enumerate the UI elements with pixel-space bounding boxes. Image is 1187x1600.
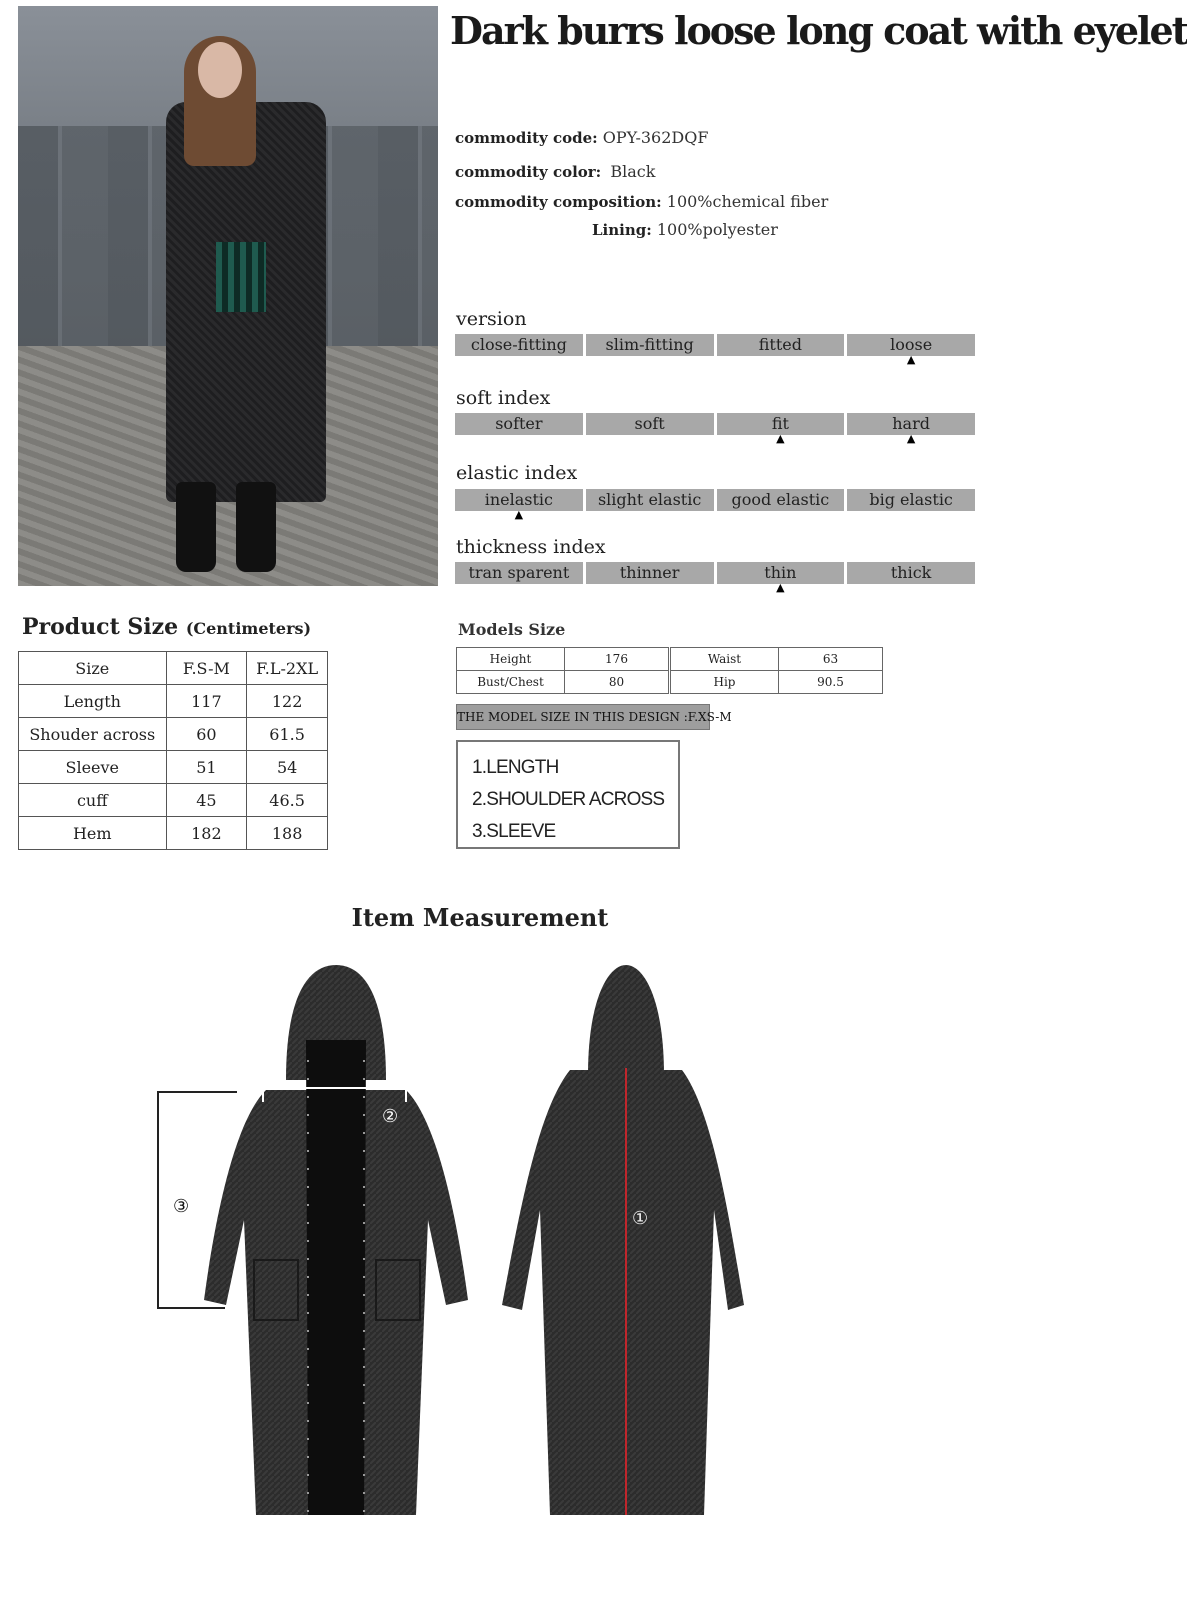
detail-code [455,128,708,147]
sleeve-measure-top [157,1091,237,1093]
table-cell: 51 [166,751,247,784]
table-cell: 90.5 [779,671,883,694]
soft-index-scale [455,413,975,435]
item-measurement-title: Item Measurement [351,903,609,932]
table-row [671,648,883,671]
elastic-index-option: big elastic [847,489,975,511]
coat-lining [306,1040,366,1515]
marker-length: ① [632,1208,649,1229]
sleeve-measure-bottom [157,1307,225,1309]
table-cell: 176 [565,648,669,671]
models-size-table-right [670,647,883,694]
table-cell: 122 [247,685,328,718]
detail-lining-value: 100%polyester [656,220,778,239]
marker-shoulder: ② [382,1106,399,1127]
version-label: version [456,308,527,330]
model-boot-right [236,482,276,572]
elastic-index-label: elastic index [456,462,578,484]
table-cell: 46.5 [247,784,328,817]
models-size-table-left [456,647,669,694]
thickness-index-option: tran sparent [455,562,583,584]
table-cell: 45 [166,784,247,817]
detail-color-value: Black [610,162,656,181]
table-row [19,685,328,718]
table-row [671,671,883,694]
thickness-index-option: thick [847,562,975,584]
version-option: close-fitting [455,334,583,356]
thickness-index-option: thinner [586,562,714,584]
product-size-table [18,651,328,850]
marker-sleeve: ③ [173,1196,190,1217]
thickness-index-scale [455,562,975,584]
detail-composition [455,192,828,211]
table-header-cell: Size [19,652,167,685]
legend-item-length: 1.LENGTH [472,757,559,778]
table-cell: Hem [19,817,167,850]
table-cell: Hip [671,671,779,694]
elastic-index-option: good elastic [717,489,845,511]
model-figure [166,42,276,572]
table-row [19,817,328,850]
table-cell: 182 [166,817,247,850]
table-row [457,671,669,694]
version-option: slim-fitting [586,334,714,356]
detail-lining [592,220,778,239]
table-cell: 188 [247,817,328,850]
product-title: Dark burrs loose long coat with eyelet [450,8,1187,53]
table-header-row [19,652,328,685]
version-option: fitted [717,334,845,356]
coat-back-body [502,1070,744,1515]
table-cell: Waist [671,648,779,671]
table-cell: Sleeve [19,751,167,784]
version-option: loose ▲ [847,334,975,356]
table-cell: 63 [779,648,883,671]
sleeve-measure-line [157,1091,159,1309]
detail-composition-label: commodity composition: [455,193,662,211]
shoulder-measure-tick-left [262,1074,264,1102]
model-photo [18,6,438,586]
table-cell: cuff [19,784,167,817]
table-cell: 117 [166,685,247,718]
elastic-index-option: inelastic ▲ [455,489,583,511]
table-cell: Length [19,685,167,718]
product-size-title [22,614,311,640]
soft-index-option: hard ▲ [847,413,975,435]
table-header-cell: F.L-2XL [247,652,328,685]
coat-back-hood [588,965,664,1075]
shoulder-measure-tick-right [405,1074,407,1102]
shoulder-measure-line [262,1087,407,1089]
table-cell: Shouder across [19,718,167,751]
thickness-index-label: thickness index [456,536,606,558]
legend-item-sleeve: 3.SLEEVE [472,821,556,842]
product-size-unit: (Centimeters) [185,619,312,638]
model-boot-left [176,482,216,572]
version-scale [455,334,975,356]
model-head [198,42,242,98]
measurement-legend [456,740,680,849]
legend-item-shoulder: 2.SHOULDER ACROSS [472,789,665,810]
soft-index-option: softer [455,413,583,435]
table-row [19,751,328,784]
table-row [457,648,669,671]
table-header-cell: F.S-M [166,652,247,685]
detail-color [455,162,655,181]
table-row [19,784,328,817]
detail-color-label: commodity color: [455,163,602,181]
table-cell: 61.5 [247,718,328,751]
coat-back-image [498,960,748,1520]
models-size-title: Models Size [458,620,566,639]
detail-code-value: OPY-362DQF [602,128,709,147]
model-size-note: THE MODEL SIZE IN THIS DESIGN :F.XS-M [456,704,710,730]
soft-index-option: fit ▲ [717,413,845,435]
detail-code-label: commodity code: [455,129,598,147]
coat-front-image [196,960,476,1520]
product-size-heading: Product Size [22,614,179,640]
soft-index-option: soft [586,413,714,435]
table-row [19,718,328,751]
soft-index-label: soft index [456,387,551,409]
table-cell: 60 [166,718,247,751]
model-skirt [216,242,266,312]
detail-composition-value: 100%chemical fiber [666,192,829,211]
elastic-index-scale [455,489,975,511]
table-cell: Bust/Chest [457,671,565,694]
table-cell: 54 [247,751,328,784]
thickness-index-option: thin ▲ [717,562,845,584]
elastic-index-option: slight elastic [586,489,714,511]
detail-lining-label: Lining: [592,221,652,239]
table-cell: Height [457,648,565,671]
table-cell: 80 [565,671,669,694]
